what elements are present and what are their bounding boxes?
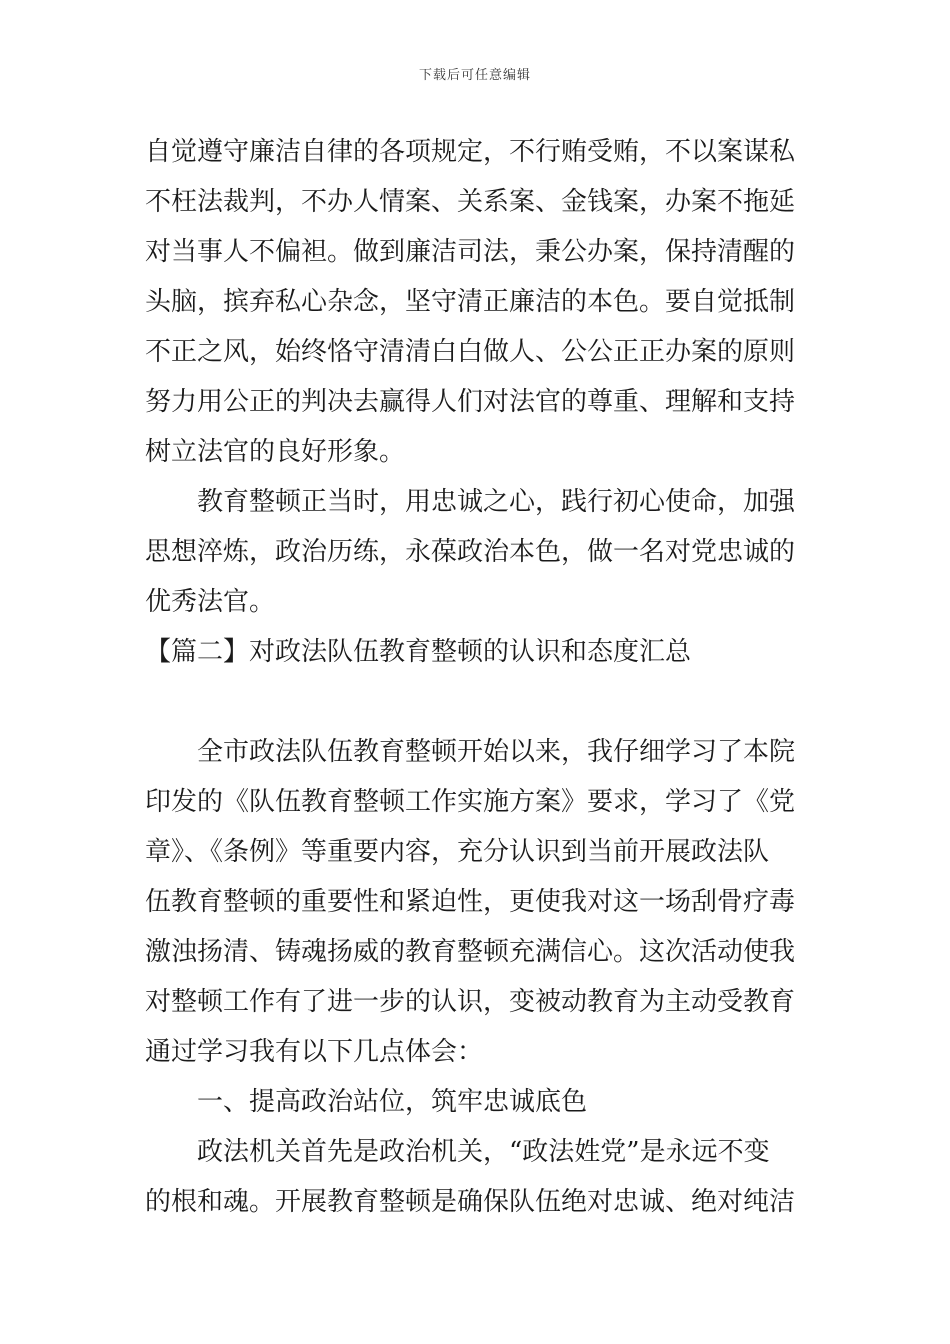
- text-line: 伍教育整顿的重要性和紧迫性，更使我对这一场刮骨疗毒: [145, 887, 796, 917]
- text-line: 树立法官的良好形象。: [145, 437, 406, 467]
- text-line: 思想淬炼，政治历练，永葆政治本色，做一名对党忠诚的: [145, 537, 796, 567]
- text-line: 努力用公正的判决去赢得人们对法官的尊重、理解和支持: [145, 387, 796, 417]
- text-line: 的根和魂。开展教育整顿是确保队伍绝对忠诚、绝对纯洁: [145, 1187, 796, 1217]
- text-line: 章》、《条例》等重要内容，充分认识到当前开展政法队: [145, 837, 770, 867]
- page-header: 下载后可任意编辑: [418, 68, 531, 83]
- text-line: 不正之风，始终恪守清清白白做人、公公正正办案的原则: [145, 337, 796, 367]
- text-line: 头脑，摈弃私心杂念，坚守清正廉洁的本色。要自觉抵制: [145, 287, 796, 317]
- text-line: 对整顿工作有了进一步的认识，变被动教育为主动受教育: [145, 987, 796, 1017]
- text-line: 全市政法队伍教育整顿开始以来，我仔细学习了本院: [197, 737, 796, 767]
- text-line: 对当事人不偏袒。做到廉洁司法，秉公办案，保持清醒的: [145, 237, 796, 267]
- text-line: 教育整顿正当时，用忠诚之心，践行初心使命，加强: [197, 487, 796, 517]
- text-line: 印发的《队伍教育整顿工作实施方案》要求，学习了《党: [145, 787, 796, 817]
- text-line: 通过学习我有以下几点体会：: [145, 1037, 484, 1067]
- text-line: 优秀法官。: [145, 587, 276, 617]
- section-title: 【篇二】对政法队伍教育整顿的认识和态度汇总: [145, 637, 692, 667]
- text-line: 政法机关首先是政治机关，“政法姓党”是永远不变: [197, 1137, 770, 1167]
- blank-line: [145, 677, 815, 727]
- text-line: 激浊扬清、铸魂扬威的教育整顿充满信心。这次活动使我: [145, 937, 796, 967]
- text-line: 不枉法裁判，不办人情案、关系案、金钱案，办案不拖延: [145, 187, 796, 217]
- text-line: 自觉遵守廉洁自律的各项规定，不行贿受贿，不以案谋私: [145, 137, 796, 167]
- document-body: [145, 127, 815, 1227]
- subheading: 一、提高政治站位，筑牢忠诚底色: [197, 1087, 588, 1117]
